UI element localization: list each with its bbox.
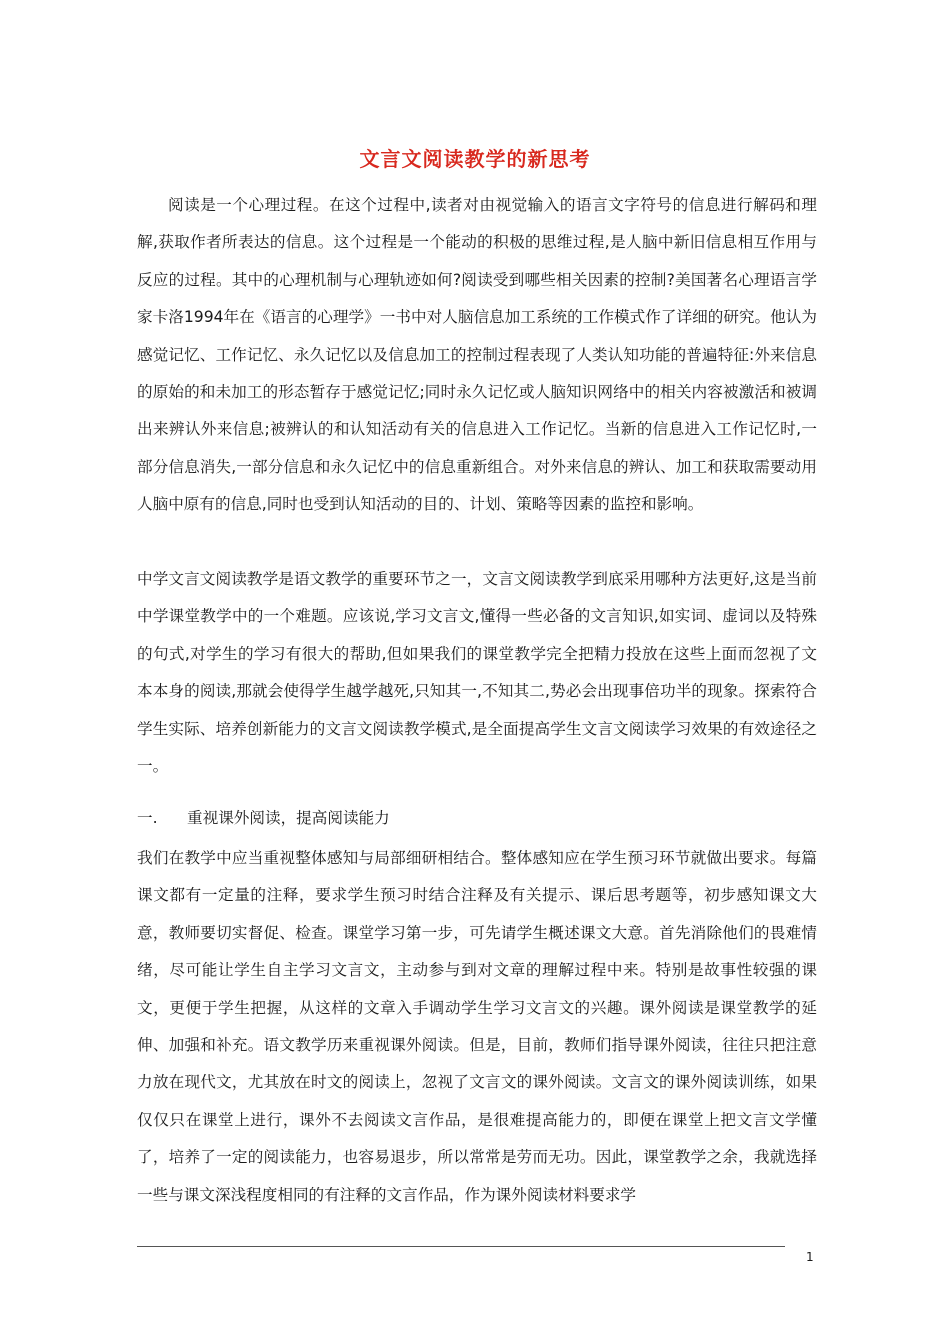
paragraph-extracurricular-reading: [137, 840, 817, 1214]
section-heading: [137, 805, 390, 831]
page-number: 1: [806, 1250, 814, 1264]
paragraph-classical-teaching: [137, 561, 817, 785]
footer-divider: [137, 1246, 785, 1247]
document-title: 文言文阅读教学的新思考: [359, 147, 591, 171]
paragraph-reading-process: [137, 187, 817, 524]
section-heading-text: 重视课外阅读，提高阅读能力: [187, 809, 390, 827]
paragraph-text: 阅读是一个心理过程。在这个过程中,读者对由视觉输入的语言文字符号的信息进行解码和理解,获取作者所表达的信息。这个过程是一个能动的积极的思维过程,是人脑中新旧信息相互作用与反应的过程。其中的心理机制与心理轨迹如何?阅读受到哪些相关因素的控制?美国著名心理语言学家卡洛1994年在《语言的心理学》一书中对人脑信息加工系统的工作模式作了详细的研究。他认为感觉记忆、工作记忆、永久记忆以及信息加工的控制过程表现了人类认知功能的普遍特征:外来信息的原始的和未加工的形态暂存于感觉记忆;同时永久记忆或人脑知识网络中的相关内容被激活和被调出来辨认外来信息;被辨认的和认知活动有关的信息进入工作记忆。当新的信息进入工作记忆时,一部分信息消失,一部分信息和永久记忆中的信息重新组合。对外来信息的辨认、加工和获取需要动用人脑中原有的信息,同时也受到认知活动的目的、计划、策略等因素的监控和影响。: [137, 196, 817, 514]
section-number: 一.: [137, 809, 158, 827]
paragraph-text: 中学文言文阅读教学是语文教学的重要环节之一，文言文阅读教学到底采用哪种方法更好,这是当前中学课堂教学中的一个难题。应该说,学习文言文,懂得一些必备的文言知识,如实词、虚词以及特殊的句式,对学生的学习有很大的帮助,但如果我们的课堂教学完全把精力投放在这些上面而忽视了文本本身的阅读,那就会使得学生越学越死,只知其一,不知其二,势必会出现事倍功半的现象。探索符合学生实际、培养创新能力的文言文阅读教学模式,是全面提高学生文言文阅读学习效果的有效途径之一。: [137, 570, 817, 776]
paragraph-text: 我们在教学中应当重视整体感知与局部细研相结合。整体感知应在学生预习环节就做出要求。每篇课文都有一定量的注释，要求学生预习时结合注释及有关提示、课后思考题等，初步感知课文大意，教师要切实督促、检查。课堂学习第一步，可先请学生概述课文大意。首先消除他们的畏难情绪，尽可能让学生自主学习文言文，主动参与到对文章的理解过程中来。特别是故事性较强的课文，更便于学生把握，从这样的文章入手调动学生学习文言文的兴趣。课外阅读是课堂教学的延伸、加强和补充。语文教学历来重视课外阅读。但是，目前，教师们指导课外阅读，往往只把注意力放在现代文，尤其放在时文的阅读上，忽视了文言文的课外阅读。文言文的课外阅读训练，如果仅仅只在课堂上进行，课外不去阅读文言作品，是很难提高能力的，即便在课堂上把文言文学懂了，培养了一定的阅读能力，也容易退步，所以常常是劳而无功。因此，课堂教学之余，我就选择一些与课文深浅程度相同的有注释的文言作品，作为课外阅读材料要求学: [137, 849, 817, 1204]
